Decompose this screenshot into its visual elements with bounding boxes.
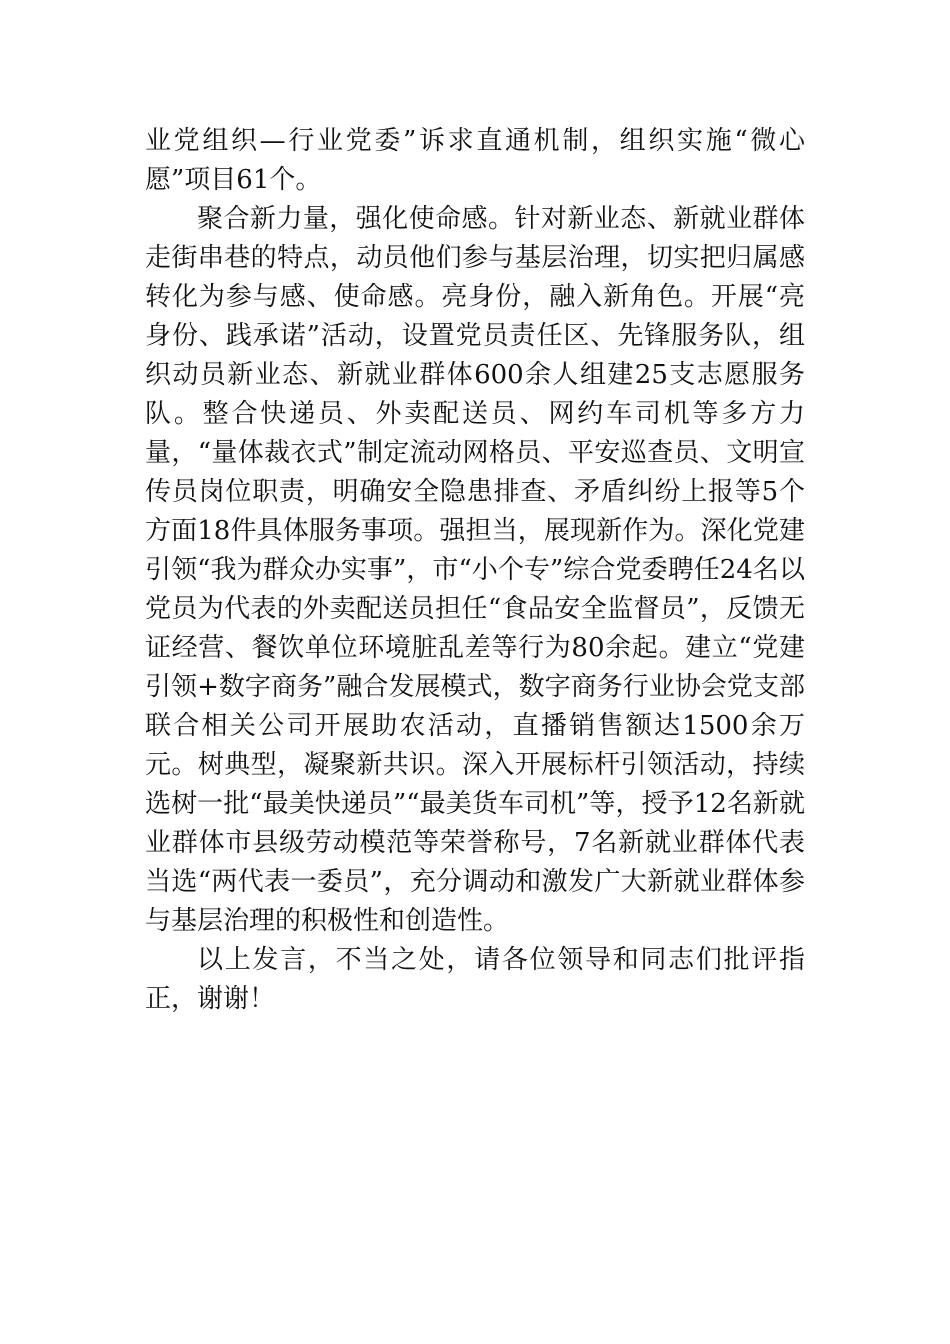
paragraph-new-forces: 聚合新力量，强化使命感。针对新业态、新就业群体走街串巷的特点，动员他们参与基层治理，切实把归属感转化为参与感、使命感。亮身份，融入新角色。开展“亮身份、践承诺”活动，设置党员责任区、先锋服务队，组织动员新业态、新就业群体600余人组建25支志愿服务队。整合快递员、外卖配送员、网约车司机等多方力量，“量体裁衣式”制定流动网格员、平安巡查员、文明宣传员岗位职责，明确安全隐患排查、矛盾纠纷上报等5个方面18件具体服务事项。强担当，展现新作为。深化党建引领“我为群众办实事”，市“小个专”综合党委聘任24名以党员为代表的外卖配送员担任“食品安全监督员”，反馈无证经营、餐饮单位环境脏乱差等行为80余起。建立“党建引领+数字商务”融合发展模式，数字商务行业协会党支部联合相关公司开展助农活动，直播销售额达1500余万元。树典型，凝聚新共识。深入开展标杆引领活动，持续选树一批“最美快递员”“最美货车司机”等，授予12名新就业群体市县级劳动模范等荣誉称号，7名新就业群体代表当选“两代表一委员”，充分调动和激发广大新就业群体参与基层治理的积极性和创造性。 [145, 204, 805, 936]
paragraph-closing: 以上发言，不当之处，请各位领导和同志们批评指正，谢谢！ [145, 945, 805, 1014]
paragraph-continuation: 业党组织—行业党委”诉求直通机制，组织实施“微心愿”项目61个。 [145, 126, 805, 195]
document-body [145, 122, 805, 1019]
